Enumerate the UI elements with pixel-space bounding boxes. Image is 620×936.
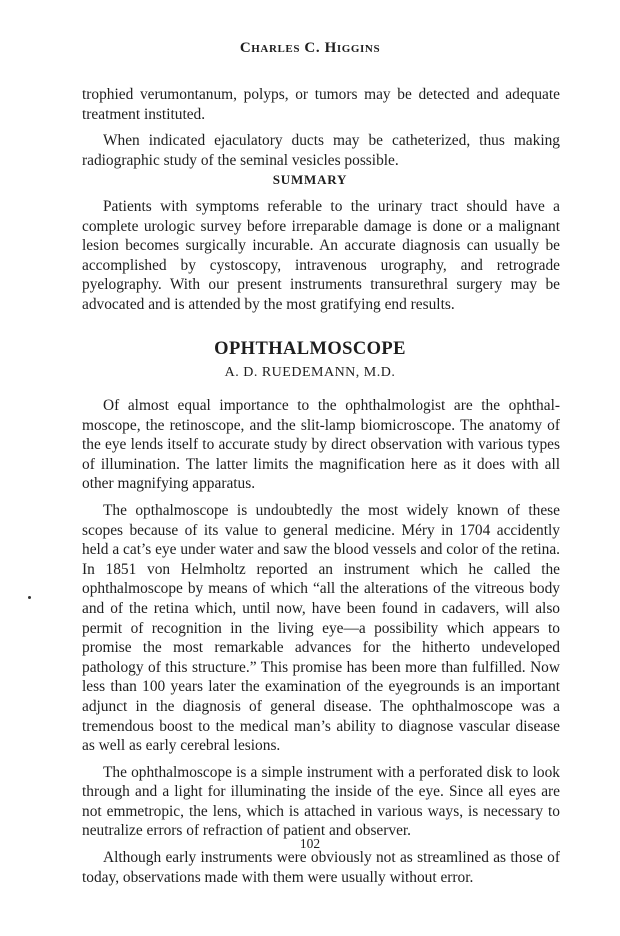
running-head: Charles C. Higgins (239, 40, 381, 56)
page-number: 102 (299, 836, 321, 851)
article-paragraph: The opthalmoscope is undoubtedly the most widely known of these scopes because of its value to general medicine. Méry in 1704 accidently held a cat’s eye under water and saw the blood vessels and color of the retina. In 1851 von Helmholtz reported an instrument which he called the ophthalmoscope by means of which “all the alterations of the vitreous body and of the retina which, until now, have been found in cadavers, will also permit of recognition in the living eye—a possibility which appears to promise the most remarkable advances for the hitherto undeveloped pathology of this structure.” This promise has been more than fulfilled. Now less than 100 years later the examination of the eyegrounds is an important adjunct in the diagnosis of general disease. The ophthalmoscope was a tremendous boost to the medical man’s ability to diagnose vascular disease as well as early cerebral lesions. (82, 501, 560, 755)
article-body (82, 396, 560, 894)
article-paragraph: Of almost equal importance to the ophthalmologist are the ophthalmoscope, the retinoscope, and the slit-lamp biomicroscope. The anatomy of the eye lends itself to accurate study by direct observation with various types of illumination. The latter limits the magnification here as it does with all other magnifying apparatus. (82, 397, 560, 493)
article-paragraph: Although early instruments were obviously not as streamlined as those of today, observations made with them were usually without error. (82, 849, 560, 886)
summary-paragraph: Patients with symptoms referable to the urinary tract should have a complete urologic survey before irreparable damage is done or a malignant lesion becomes surgically incurable. An accurate diagnosis can usually be accomplished by cystoscopy, intravenous urography, and retrograde pyelography. With our present instruments transurethral surgery may be advocated and is attended by the most gratifying end results. (82, 198, 560, 313)
article-title: OPHTHALMOSCOPE (214, 339, 406, 359)
margin-dot (28, 596, 31, 599)
paragraph-ejaculatory-ducts: When indicated ejaculatory ducts may be catheterized, thus making radiographic study of the seminal vesicles possible. (82, 132, 560, 169)
article-byline: A. D. RUEDEMANN, M.D. (224, 365, 396, 380)
article-paragraph: The ophthalmoscope is a simple instrument with a perforated disk to look through and a light for illuminating the inside of the eye. Since all eyes are not emmetropic, the lens, which is attached in various ways, is necessary to neutralize errors of refraction of patient and observer. (82, 763, 560, 840)
summary-heading: SUMMARY (272, 172, 348, 187)
summary-text-block (82, 197, 560, 322)
intro-text-block (82, 85, 560, 177)
paragraph-continued: trophied verumontanum, polyps, or tumors may be detected and adequate treatment instituted. (82, 86, 560, 123)
